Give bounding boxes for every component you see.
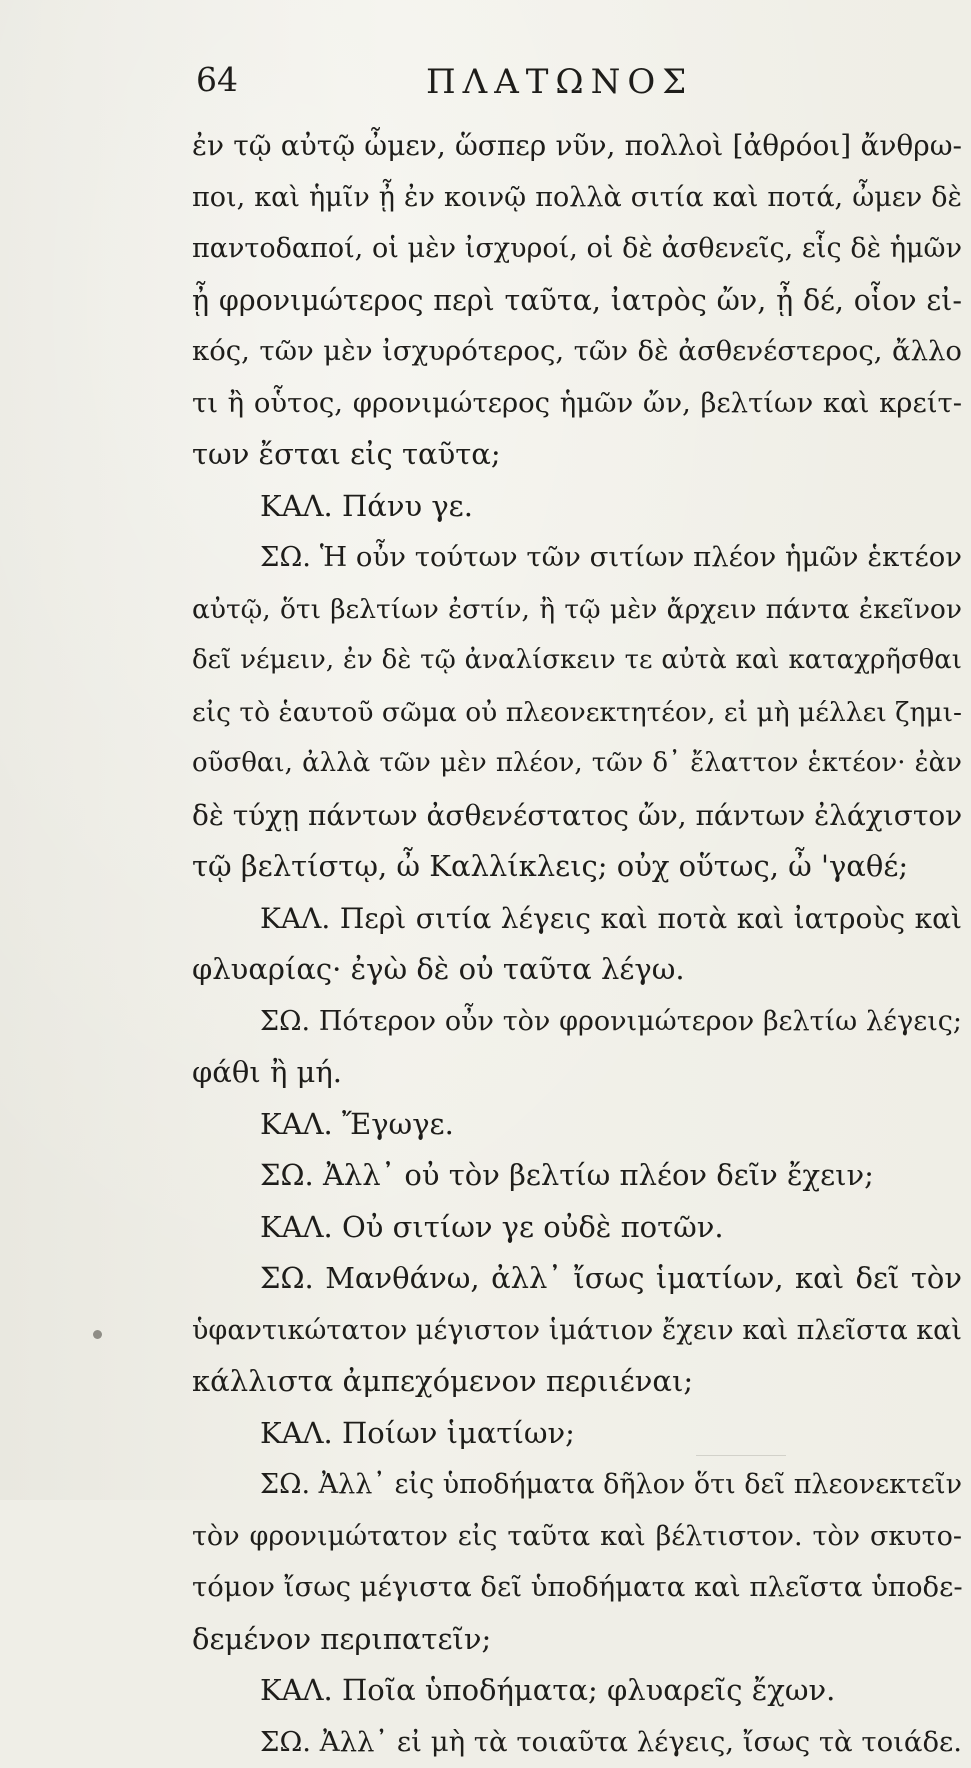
speaker-line: ΣΩ. Πότερον οὖν τὸν φρονιμώτερον βελτίω λέγεις; (192, 996, 962, 1048)
text-line: δεῖ νέμειν, ἐν δὲ τῷ ἀναλίσκειν τε αὐτὰ καὶ καταχρῆσθαι (192, 635, 962, 687)
bleed-through-mark (696, 1455, 786, 1470)
text-line: τῷ βελτίστῳ, ὦ Καλλίκλεις; οὐχ οὕτως, ὦ 'γαθέ; (192, 841, 962, 893)
speaker-line: ΚΑΛ. Ἔγωγε. (192, 1099, 962, 1151)
speaker-line: ΚΑΛ. Οὐ σιτίων γε οὐδὲ ποτῶν. (192, 1202, 962, 1254)
speaker-line: ΣΩ. Ἀλλ᾽ εἰς ὑποδήματα δῆλον ὅτι δεῖ πλεονεκτεῖν (192, 1459, 962, 1511)
text-line: δὲ τύχῃ πάντων ἀσθενέστατος ὤν, πάντων ἐλάχιστον (192, 790, 962, 842)
speaker-line: ΚΑΛ. Πάνυ γε. (192, 481, 962, 533)
text-line: εἰς τὸ ἑαυτοῦ σῶμα οὐ πλεονεκτητέον, εἰ μὴ μέλλει ζημι- (192, 687, 962, 739)
text-line: φλυαρίας· ἐγὼ δὲ οὐ ταῦτα λέγω. (192, 944, 962, 996)
speaker-line: ΚΑΛ. Ποίων ἱματίων; (192, 1408, 962, 1460)
text-line: αὐτῷ, ὅτι βελτίων ἐστίν, ἢ τῷ μὲν ἄρχειν πάντα ἐκεῖνον (192, 584, 962, 636)
page-number: 64 (196, 60, 238, 100)
text-line: τόμον ἴσως μέγιστα δεῖ ὑποδήματα καὶ πλεῖστα ὑποδε- (192, 1562, 962, 1614)
speaker-line: ΚΑΛ. Περὶ σιτία λέγεις καὶ ποτὰ καὶ ἰατροὺς καὶ (192, 893, 962, 945)
text-line: κός, τῶν μὲν ἰσχυρότερος, τῶν δὲ ἀσθενέστερος, ἄλλο (192, 326, 962, 378)
text-line: ᾖ φρονιμώτερος περὶ ταῦτα, ἰατρὸς ὤν, ᾖ δέ, οἷον εἰ- (192, 275, 962, 327)
running-head (0, 52, 971, 112)
text-line: τι ἢ οὗτος, φρονιμώτερος ἡμῶν ὤν, βελτίων καὶ κρείτ- (192, 378, 962, 430)
text-line: φάθι ἢ μή. (192, 1047, 962, 1099)
speaker-line: ΣΩ. Ἡ οὖν τούτων τῶν σιτίων πλέον ἡμῶν ἑκτέον (192, 532, 962, 584)
text-line: ποι, καὶ ἡμῖν ᾖ ἐν κοινῷ πολλὰ σιτία καὶ ποτά, ὦμεν δὲ (192, 172, 962, 224)
speaker-line: ΚΑΛ. Ποῖα ὑποδήματα; φλυαρεῖς ἔχων. (192, 1665, 962, 1717)
text-line: παντοδαποί, οἱ μὲν ἰσχυροί, οἱ δὲ ἀσθενεῖς, εἷς δὲ ἡμῶν (192, 223, 962, 275)
text-line: δεμένον περιπατεῖν; (192, 1614, 962, 1666)
text-line: ἐν τῷ αὐτῷ ὦμεν, ὥσπερ νῦν, πολλοὶ [ἀθρόοι] ἄνθρω- (192, 120, 962, 172)
text-line: των ἔσται εἰς ταῦτα; (192, 429, 962, 481)
text-line: τὸν φρονιμώτατον εἰς ταῦτα καὶ βέλτιστον. τὸν σκυτο- (192, 1511, 962, 1563)
text-line: κάλλιστα ἀμπεχόμενον περιιέναι; (192, 1356, 962, 1408)
print-speck (93, 1330, 102, 1339)
text-line: ὑφαντικώτατον μέγιστον ἱμάτιον ἔχειν καὶ πλεῖστα καὶ (192, 1305, 962, 1357)
speaker-line: ΣΩ. Ἀλλ᾽ εἰ μὴ τὰ τοιαῦτα λέγεις, ἴσως τὰ τοιάδε. (192, 1717, 962, 1768)
speaker-line: ΣΩ. Μανθάνω, ἀλλ᾽ ἴσως ἱματίων, καὶ δεῖ τὸν (192, 1253, 962, 1305)
running-title: ΠΛΑΤΩΝΟΣ (426, 62, 693, 102)
text-line: οῦσθαι, ἀλλὰ τῶν μὲν πλέον, τῶν δ᾽ ἔλαττον ἑκτέον· ἐὰν (192, 738, 962, 790)
speaker-line: ΣΩ. Ἀλλ᾽ οὐ τὸν βελτίω πλέον δεῖν ἔχειν; (192, 1150, 962, 1202)
body-text (192, 120, 962, 1768)
